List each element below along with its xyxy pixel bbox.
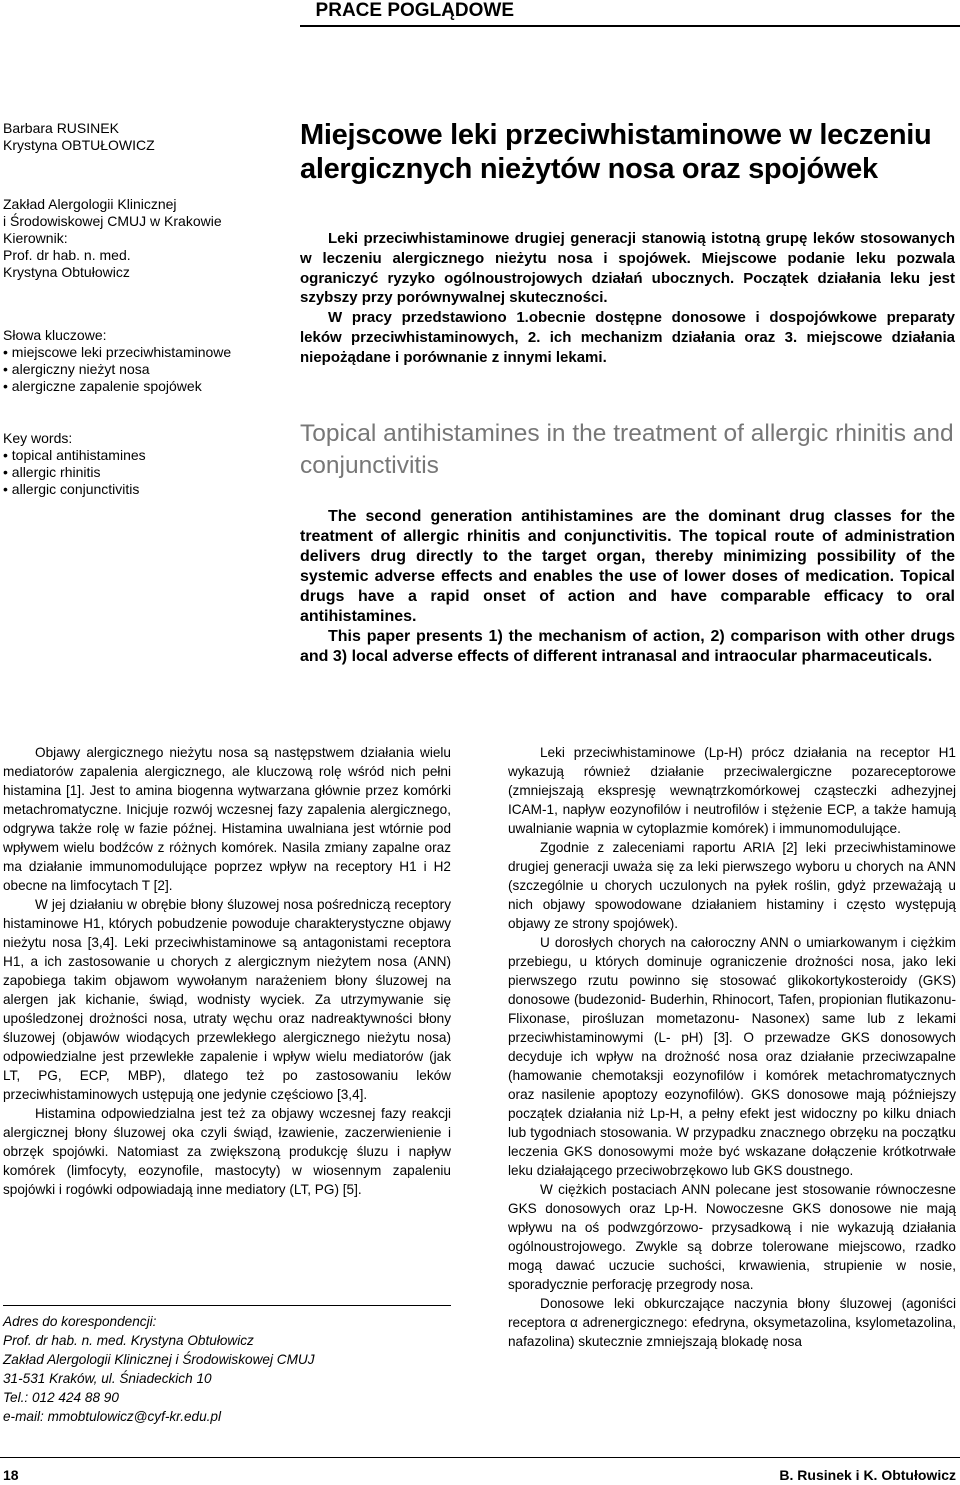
correspondence-line: Prof. dr hab. n. med. Krystyna Obtułowicz xyxy=(3,1333,254,1348)
correspondence-line: 31-531 Kraków, ul. Śniadeckich 10 xyxy=(3,1371,212,1386)
abstract-pl xyxy=(300,229,955,368)
section-header xyxy=(0,0,960,26)
article-title-en: Topical antihistamines in the treatment of allergic rhinitis and conjunctivitis xyxy=(300,420,954,479)
abstract-paragraph: The second generation antihistamines are the dominant drug classes for the treatment of allergic rhinitis and conjunctivitis. The topical route of administration delivers drug directly to the target organ, thereby minimizing possibility of the systemic adverse effects and enables the use of lower doses of medication. Topical drugs have a rapid onset of action and have comparable efficacy to oral antihistamines. xyxy=(300,508,955,625)
body-paragraph: Donosowe leki obkurczające naczynia błony śluzowej (agoniści receptora α adrenergicznego: efedryna, oksymetazolina, ksylometazolina, nafazolina) skutecznie zmniejszają blokadę nosa xyxy=(508,1296,956,1349)
abstract-en xyxy=(300,507,955,667)
keyword-item: • allergic rhinitis xyxy=(3,464,146,481)
keywords-en-list xyxy=(3,447,146,498)
keyword-item: • topical antihistamines xyxy=(3,447,146,464)
footer-rule xyxy=(0,1457,960,1458)
body-paragraph: Leki przeciwhistaminowe (Lp-H) prócz działania na receptor H1 wykazują również działanie przeciwalergiczne pozareceptorowe (zmniejszają ekspresję wewnątrzkomórkowej cząsteczki adhezyjnej ICAM-1, napływ eozynofilów i neutrofilów i stężenie ECP, a także hamują uwalnianie wapnia w cytoplazmie komórek) i immunomodulujące. xyxy=(508,745,956,836)
article-title-pl: Miejscowe leki przeciwhistaminowe w leczeniu alergicznych nieżytów nosa oraz spojówek xyxy=(300,119,932,185)
author: Krystyna OBTUŁOWICZ xyxy=(3,137,155,153)
abstract-paragraph: This paper presents 1) the mechanism of action, 2) comparison with other drugs and 3) local adverse effects of different intranasal and intraocular pharmaceuticals. xyxy=(300,628,955,665)
correspondence-line: Tel.: 012 424 88 90 xyxy=(3,1390,119,1405)
affiliation xyxy=(3,196,222,281)
abstract-paragraph: W pracy przedstawiono 1.obecnie dostępne donosowe i dospojówkowe preparaty leków przeciwhistaminowych, 2. ich mechanizm działania oraz 3. miejscowe działania niepożądane i porównanie z innymi lekami. xyxy=(300,309,955,366)
keywords-pl xyxy=(3,327,231,395)
keyword-item: • alergiczny nieżyt nosa xyxy=(3,361,231,378)
affiliation-line: Kierownik: xyxy=(3,230,68,246)
keywords-en-heading: Key words: xyxy=(3,430,73,446)
keywords-pl-list xyxy=(3,344,231,395)
correspondence-rule xyxy=(3,1305,451,1306)
body-column-right xyxy=(508,743,956,1351)
body-paragraph: U dorosłych chorych na całoroczny ANN o umiarkowanym i ciężkim przebiegu, u których dominuje ograniczenie drożności nosa, jako leki pierwszego rzutu powinno się stosować glikokortykosteroidy (GKS) donosowe (budezonid- Buderhin, Rhinocort, Tafen, propionian flutikazonu- Flixonase, pirośluzan mometazonu- Nasonex) same lub z lekami przeciwhistaminowymi (L- pH) [3]. O przewadze GKS donosowych decyduje ich wpływ na drożność nosa oraz działanie przeciwzapalne (hamowanie chemotaksji eozynofilów i komórek metachromatycznych oraz nasilenie apoptozy eozynofilów). GKS donosowe mają późniejszy początek działania niż Lp-H, a pełny efekt jest widoczny po kilku dniach lub tygodniach stosowania. W przypadku znacznego obrzęku na początku leczenia GKS donosowymi może być wskazane dołączenie krótkotrwałe leku działającego przeciwobrzękowo lub GKS doustnego. xyxy=(508,935,956,1178)
affiliation-line: Krystyna Obtułowicz xyxy=(3,264,130,280)
section-label: PRACE POGLĄDOWE xyxy=(315,0,514,21)
correspondence-line: Adres do korespondencji: xyxy=(3,1314,157,1329)
body-paragraph: Histamina odpowiedzialna jest też za objawy wczesnej fazy reakcji alergicznej błony śluzowej oka czyli świąd, łzawienie, zaczerwienienie i obrzęk spojówki. Natomiast za zwiększoną produkcję śluzu i napływ komórek (limfocyty, eozynofile, mastocyty) w wiosennym zapaleniu spojówki i rogówki odpowiadają inne mediatory (LT, PG) [5]. xyxy=(3,1106,451,1197)
body-column-left xyxy=(3,743,451,1199)
keyword-item: • alergiczne zapalenie spojówek xyxy=(3,378,231,395)
page-number: 18 xyxy=(3,1467,19,1483)
running-authors: B. Rusinek i K. Obtułowicz xyxy=(779,1467,956,1483)
abstract-paragraph: Leki przeciwhistaminowe drugiej generacji stanowią istotną grupę leków stosowanych w leczeniu alergicznego nieżytu nosa i spojówek. Miejscowe podanie leku pozwala ograniczyć ryzyko ogólnoustrojowych działań ubocznych. Początek działania leku jest szybszy przy porównywalnej skuteczności. xyxy=(300,230,955,307)
body-paragraph: W jej działaniu w obrębie błony śluzowej nosa pośredniczą receptory histaminowe H1, których pobudzenie powoduje charakterystyczne objawy nieżytu nosa [3,4]. Leki przeciwhistaminowe są antagonistami receptora H1, a ich zastosowanie u chorych z alergicznym nieżytem nosa (ANN) zapobiega takim objawom wywołanym narażeniem błony śluzowej na alergen jak kichanie, świąd, wodnisty wyciek. Za utrzymywanie się upośledzonej drożności nosa, utraty węchu oraz nadreaktywności błony śluzowej (objawów wiodących przewlekłego alergicznego nieżytu nosa) odpowiedzialne jest przewlekłe zapalenie i wpływ wielu mediatorów (jak LT, PG, ECP, MBP), dlatego też po zastosowaniu leków przeciwhistaminowych ustępują one jedynie częściowo [3,4]. xyxy=(3,897,451,1102)
keyword-item: • allergic conjunctivitis xyxy=(3,481,146,498)
correspondence-line: Zakład Alergologii Klinicznej i Środowiskowej CMUJ xyxy=(3,1352,315,1367)
author: Barbara RUSINEK xyxy=(3,120,119,136)
correspondence-address xyxy=(3,1312,451,1426)
keywords-en xyxy=(3,430,146,498)
header-rule xyxy=(300,25,960,27)
keywords-pl-heading: Słowa kluczowe: xyxy=(3,327,107,343)
affiliation-line: Zakład Alergologii Klinicznej xyxy=(3,196,177,212)
correspondence-email[interactable]: e-mail: mmobtulowicz@cyf-kr.edu.pl xyxy=(3,1409,222,1424)
keyword-item: • miejscowe leki przeciwhistaminowe xyxy=(3,344,231,361)
body-paragraph: W ciężkich postaciach ANN polecane jest stosowanie równoczesne GKS donosowych oraz Lp-H. Nowoczesne GKS donosowe nie mają wpływu na oś podwzgórzowo- przysadkową i nie wykazują działania ogólnoustrojowego. Zwykle są dobrze tolerowane miejscowo, rzadko mogą dawać uczucie suchości, krwawienia, strupienie w nosie, sporadycznie perforację przegrody nosa. xyxy=(508,1182,956,1292)
authors xyxy=(3,120,155,154)
affiliation-line: Prof. dr hab. n. med. xyxy=(3,247,131,263)
affiliation-line: i Środowiskowej CMUJ w Krakowie xyxy=(3,213,222,229)
body-paragraph: Zgodnie z zaleceniami raportu ARIA [2] leki przeciwhistaminowe drugiej generacji uważa się za leki pierwszego wyboru u chorych na ANN (szczególnie u chorych uczulonych na pyłek roślin, gdyż przeważają u nich objawy spowodowane działaniem histaminy i często występują objawy ze strony spojówek). xyxy=(508,840,956,931)
body-paragraph: Objawy alergicznego nieżytu nosa są następstwem działania wielu mediatorów zapalenia alergicznego, ale kluczową rolę wśród nich pełni histamina [1]. Jest to amina biogenna wytwarzana głównie przez komórki metachromatyczne. Inicjuje rozwój wczesnej fazy zapalenia alergicznego, odgrywa także rolę w fazie późnej. Histamina uwalniana jest wtórnie pod wpływem wielu bodźców z różnych komórek. Nasila zmiany zapalne oraz ma działanie immunomodulujące poprzez wpływ na receptory H1 i H2 obecne na limfocytach T [2]. xyxy=(3,745,451,893)
